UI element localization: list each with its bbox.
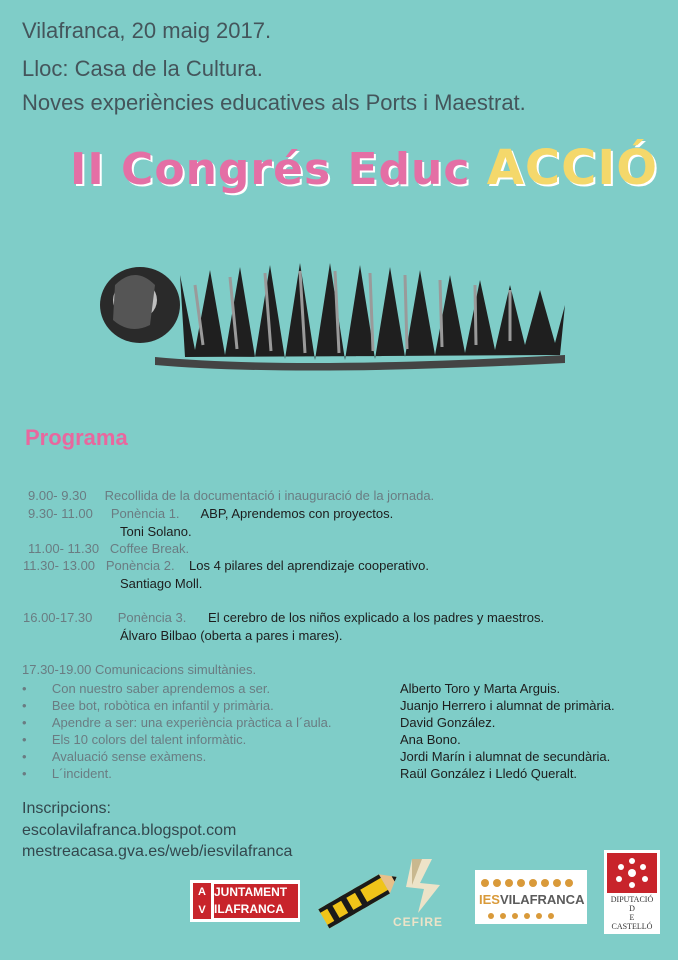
title-part-1: II Congrés Educ — [70, 144, 471, 195]
ajuntament-mark: A V — [193, 883, 211, 919]
ies-dots-icon — [475, 876, 587, 890]
ies-link[interactable]: mestreacasa.gva.es/web/iesvilafranca — [22, 843, 293, 860]
list-item-speaker: Jordi Marín i alumnat de secundària. — [400, 749, 611, 764]
cefire-mark-icon — [382, 855, 454, 917]
header-subtitle: Noves experiències educatives als Ports i Maestrat. — [22, 90, 526, 115]
list-item-speaker: Alberto Toro y Marta Arguis. — [400, 681, 561, 696]
speaker-toni-solano: Toni Solano. — [120, 524, 192, 539]
list-item-speaker: David González. — [400, 715, 496, 730]
speaker-alvaro-bilbao: Álvaro Bilbao (oberta a pares i mares). — [120, 628, 343, 643]
inscripcions-label: Inscripcions: — [22, 800, 111, 817]
diputacio-text: DIPUTACIÓ D E CASTELLÓ — [610, 895, 654, 931]
list-item-speaker: Juanjo Herrero i alumnat de primària. — [400, 698, 615, 713]
schedule-row: 9.30- 11.00 Ponència 1. ABP, Aprendemos con proyectos. — [28, 506, 394, 521]
header-location: Lloc: Casa de la Cultura. — [22, 56, 263, 81]
programa-heading: Programa — [25, 425, 128, 450]
schedule-row: 9.00- 9.30 Recollida de la documentació i inauguració de la jornada. — [28, 488, 435, 503]
diputacio-emblem-icon — [607, 853, 657, 893]
list-item: • Apendre a ser: una experiència pràctica a l´aula. — [22, 715, 332, 730]
comunicacions-heading: 17.30-19.00 Comunicacions simultànies. — [22, 662, 257, 677]
list-item: • Bee bot, robòtica en infantil y primària. — [22, 698, 274, 713]
ies-vilafranca-logo — [475, 870, 587, 924]
ies-dots-bottom-icon — [475, 910, 587, 922]
list-item: • L´incident. — [22, 766, 112, 781]
schedule-row: 11.30- 13.00 Ponència 2. Los 4 pilares del aprendizaje cooperativo. — [23, 558, 429, 573]
ies-text: IESVILAFRANCA — [479, 892, 585, 907]
blog-link[interactable]: escolavilafranca.blogspot.com — [22, 822, 237, 839]
schedule-row: 11.00- 11.30 Coffee Break. — [28, 541, 190, 556]
speaker-santiago-moll: Santiago Moll. — [120, 576, 203, 591]
cefire-text: CEFIRE — [392, 915, 443, 929]
caterpillar-illustration — [95, 245, 595, 380]
diputacio-castello-logo — [604, 850, 660, 934]
list-item-speaker: Raül González i Lledó Queralt. — [400, 766, 578, 781]
list-item: • Con nuestro saber aprendemos a ser. — [22, 681, 271, 696]
title-part-2: ACCIÓ — [486, 140, 659, 196]
header-date: Vilafranca, 20 maig 2017. — [22, 18, 272, 43]
list-item: • Avaluació sense exàmens. — [22, 749, 207, 764]
schedule-row: 16.00-17.30 Ponència 3. El cerebro de los niños explicado a los padres y maestros. — [23, 610, 545, 625]
list-item: • Els 10 colors del talent informàtic. — [22, 732, 247, 747]
ajuntament-text: JUNTAMENT ILAFRANCA — [214, 884, 298, 918]
cefire-logo — [382, 855, 454, 933]
list-item-speaker: Ana Bono. — [400, 732, 461, 747]
ajuntament-logo — [190, 880, 300, 922]
congress-title — [70, 140, 658, 196]
